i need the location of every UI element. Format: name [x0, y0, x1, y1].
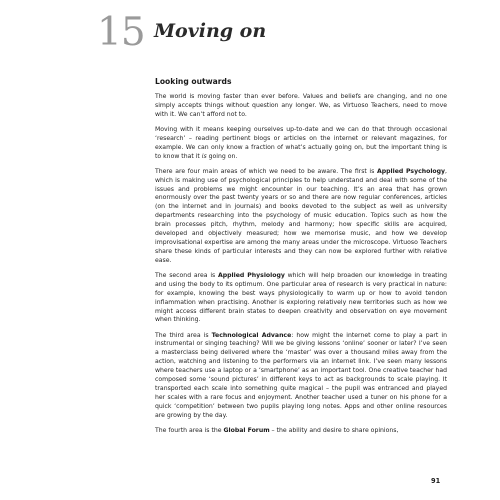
key-term-global-forum: Global Forum — [223, 426, 270, 434]
body-text — [155, 77, 447, 442]
section-heading: Looking outwards — [155, 77, 232, 86]
key-term-technological-advance: Technological Advance — [211, 331, 292, 339]
paragraph-3 — [155, 168, 447, 266]
paragraph-text: – the ability and desire to share opinions, — [269, 426, 399, 434]
paragraph-text: Moving with it means keeping ourselves up-to-date and we can do that through occasional ‘research’ – reading pertinent blogs or articles on the internet or relevant magazines, for example. We can only know a fraction of what’s actually going on, but the important thing is to know that it — [155, 125, 447, 160]
chapter-number: 15 — [97, 10, 145, 55]
paragraph-6 — [155, 427, 447, 436]
paragraph-5 — [155, 332, 447, 421]
paragraph-text: The second area is — [155, 271, 219, 279]
emphasis-text: is — [201, 152, 207, 160]
chapter-title: Moving on — [154, 20, 267, 42]
paragraph-text: , which is making use of psychological principles to help understand and deal with some of the issues and problems we might encounter in our teaching. It’s an area that has grown enormously over the past twenty years or so and there are now regular conferences, articles (on the internet and in journals) and books devoted to the subject as well as university departments researching into the psychology of music education. Topics such as how the brain processes pitch, rhythm, melody and harmony; how specific skills are acquired, developed and objectively measured; how we memorise music, and how we develop improvisational expertise are among the many areas under the microscope. Virtuoso Teachers share these kinds of particular interests and they can now be explored further with relative ease. — [155, 167, 447, 264]
paragraph-text: The third area is — [155, 331, 212, 339]
paragraph-text: going on. — [206, 152, 238, 160]
paragraph-text: The world is moving faster than ever before. Values and beliefs are changing, and no one simply accepts things without question any longer. We, as Virtuoso Teachers, need to move with it. We can’t afford not to. — [155, 93, 447, 118]
paragraph-text: which will help broaden our knowledge in treating and using the body to its optimum. One particular area of research is very practical in nature: for example, knowing the best ways physiologically to warm up or how to avoid tendon inflammation when practising. Another is exploring relatively new territories such as how we might access different brain states to deepen creativity and observation on eye movement when thinking. — [155, 271, 448, 324]
paragraph-text: There are four main areas of which we need to be aware. The first is — [155, 167, 377, 175]
paragraph-1 — [155, 93, 447, 120]
key-term-applied-physiology: Applied Physiology — [218, 271, 285, 279]
key-term-applied-psychology: Applied Psychology — [376, 167, 446, 175]
paragraph-text: The fourth area is the — [155, 426, 224, 434]
page-number: 91 — [431, 477, 441, 485]
paragraph-4 — [155, 272, 447, 325]
paragraph-2 — [155, 126, 447, 162]
paragraph-text: : how might the internet come to play a part in instrumental or singing teaching? Will we be giving lessons ‘online’ sooner or later? I’ve seen a masterclass being delivered where the ‘master’ was over a thousand miles away from the action, watching and listening to the performers via an internet link. I’ve seen many lessons where teachers use a laptop or a ‘smartphone’ as an important tool. One creative teacher had composed some ‘sound pictures’ in different keys to act as backgrounds to scale playing. It transported each scale into something quite magical – the pupil was entranced and played her scales with a rare focus and enjoyment. Another teacher used a tuner on his phone for a quick ‘competition’ between two pupils playing long notes. Apps and other online resources are growing by the day. — [155, 331, 448, 419]
